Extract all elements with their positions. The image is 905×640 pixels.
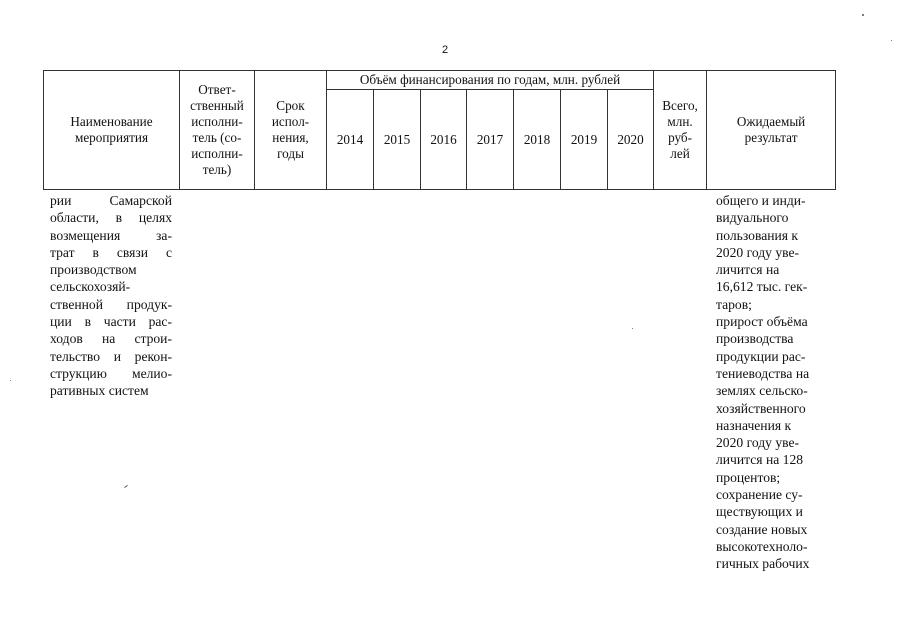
text-line: таров; [716, 296, 752, 312]
scan-speck [124, 485, 128, 488]
text-line: сельскохозяй- [50, 279, 131, 295]
text-line: ции в части рас- [50, 314, 172, 330]
text-line: пользования к [716, 227, 799, 243]
text-line: струкцию мелио- [50, 365, 172, 381]
header-year: 2018 [514, 90, 561, 190]
header-year: 2019 [561, 90, 608, 190]
text-line: общего и инди- [716, 193, 806, 208]
header-year: 2016 [421, 90, 467, 190]
text-line: процентов; [716, 469, 781, 485]
header-year: 2015 [374, 90, 421, 190]
scan-speck [632, 328, 633, 329]
header-term: Срок испол- нения, годы [255, 71, 327, 190]
text-line: назначения к [716, 417, 792, 433]
text-line: возмещения за- [50, 227, 172, 243]
header-year: 2020 [608, 90, 654, 190]
text-line: рии Самарской [50, 193, 172, 208]
text-line: производства [716, 331, 794, 347]
header-executor: Ответ- ственный исполни- тель (со- исполни- тель) [180, 71, 255, 190]
expected-result-text [716, 192, 834, 573]
text-line: землях сельско- [716, 383, 808, 399]
text-line: ществующих и [716, 504, 803, 520]
text-line: тениеводства на [716, 365, 810, 381]
text-line: производством [50, 262, 137, 278]
activity-name-text [50, 192, 172, 400]
scan-speck [862, 14, 864, 16]
text-line: тельство и рекон- [50, 348, 172, 364]
scan-speck [10, 380, 11, 381]
text-line: трат в связи с [50, 244, 172, 260]
text-line: 2020 году уве- [716, 244, 800, 260]
text-line: 16,612 тыс. гек- [716, 279, 808, 295]
text-line: высокотехноло- [716, 538, 808, 554]
text-line: личится на [716, 262, 780, 278]
header-expected-result: Ожидаемый результат [707, 71, 836, 190]
text-line: ственной продук- [50, 296, 172, 312]
header-total: Всего, млн. руб- лей [654, 71, 707, 190]
text-line: прирост объёма [716, 314, 808, 330]
text-line: гичных рабочих [716, 556, 810, 572]
text-line: сохранение су- [716, 487, 803, 503]
header-funding-by-year: Объём финансирования по годам, млн. рублей [327, 71, 654, 90]
text-line: ходов на строи- [50, 331, 172, 347]
text-line: ративных систем [50, 383, 149, 399]
header-year: 2017 [467, 90, 514, 190]
program-table-header [43, 70, 836, 190]
header-year: 2014 [327, 90, 374, 190]
page-number: 2 [441, 44, 449, 56]
text-line: 2020 году уве- [716, 435, 800, 451]
text-line: продукции рас- [716, 348, 806, 364]
text-line: области, в целях [50, 210, 172, 226]
text-line: создание новых [716, 521, 808, 537]
text-line: хозяйственного [716, 400, 806, 416]
header-activity-name: Наименование мероприятия [44, 71, 180, 190]
scan-speck [891, 40, 892, 41]
text-line: видуального [716, 210, 789, 226]
text-line: личится на 128 [716, 452, 804, 468]
